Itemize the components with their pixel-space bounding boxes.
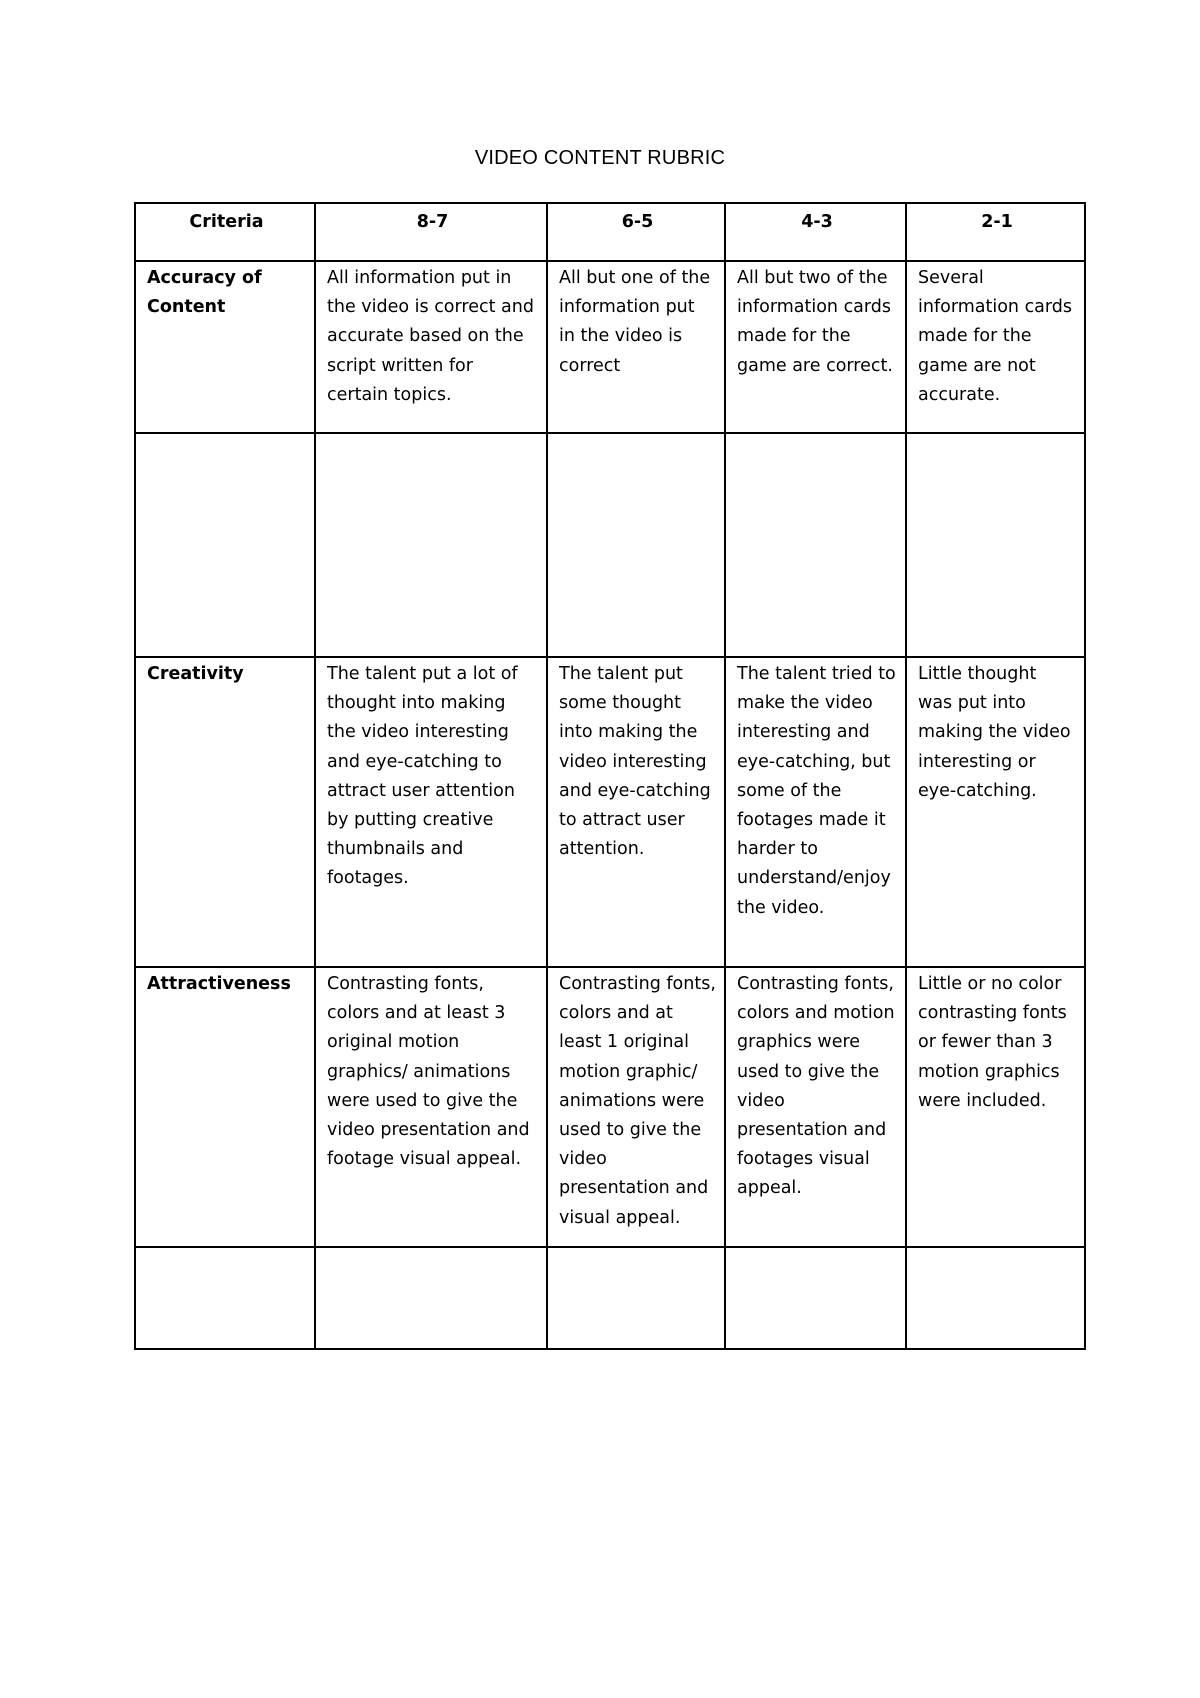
descriptor-cell [315, 1247, 547, 1349]
descriptor-cell: The talent put a lot of thought into making the video interesting and eye-catching to attract user attention by putting creative thumbnails and footages. [315, 657, 547, 967]
descriptor-cell: All but one of the information put in the video is correct [547, 261, 725, 433]
descriptor-cell: All information put in the video is correct and accurate based on the script written for certain topics. [315, 261, 547, 433]
descriptor-cell [906, 1247, 1085, 1349]
rubric-table [134, 202, 1086, 1350]
descriptor-cell: The talent put some thought into making the video interesting and eye-catching to attract user attention. [547, 657, 725, 967]
descriptor-cell [906, 433, 1085, 657]
criteria-cell [135, 433, 315, 657]
descriptor-cell: Several information cards made for the game are not accurate. [906, 261, 1085, 433]
criteria-cell [135, 1247, 315, 1349]
document-title: VIDEO CONTENT RUBRIC [474, 147, 726, 169]
descriptor-cell: All but two of the information cards made for the game are correct. [725, 261, 906, 433]
descriptor-cell: Contrasting fonts, colors and motion graphics were used to give the video presentation and footages visual appeal. [725, 967, 906, 1247]
header-criteria: Criteria [135, 203, 315, 261]
table-row [135, 657, 1085, 967]
descriptor-cell [547, 433, 725, 657]
header-score-6-5: 6-5 [547, 203, 725, 261]
table-header-row [135, 203, 1085, 261]
table-row [135, 433, 1085, 657]
header-score-4-3: 4-3 [725, 203, 906, 261]
criteria-cell: Accuracy of Content [135, 261, 315, 433]
table-row [135, 261, 1085, 433]
descriptor-cell: The talent tried to make the video interesting and eye-catching, but some of the footages made it harder to understand/enjoy the video. [725, 657, 906, 967]
header-score-8-7: 8-7 [315, 203, 547, 261]
table-row [135, 1247, 1085, 1349]
descriptor-cell: Little or no color contrasting fonts or fewer than 3 motion graphics were included. [906, 967, 1085, 1247]
header-score-2-1: 2-1 [906, 203, 1085, 261]
criteria-cell: Attractiveness [135, 967, 315, 1247]
table-row [135, 967, 1085, 1247]
descriptor-cell: Little thought was put into making the video interesting or eye-catching. [906, 657, 1085, 967]
descriptor-cell [547, 1247, 725, 1349]
criteria-cell: Creativity [135, 657, 315, 967]
descriptor-cell: Contrasting fonts, colors and at least 1 original motion graphic/ animations were used to give the video presentation and visual appeal. [547, 967, 725, 1247]
descriptor-cell [725, 433, 906, 657]
descriptor-cell [725, 1247, 906, 1349]
descriptor-cell: Contrasting fonts, colors and at least 3 original motion graphics/ animations were used to give the video presentation and footage visual appeal. [315, 967, 547, 1247]
descriptor-cell [315, 433, 547, 657]
